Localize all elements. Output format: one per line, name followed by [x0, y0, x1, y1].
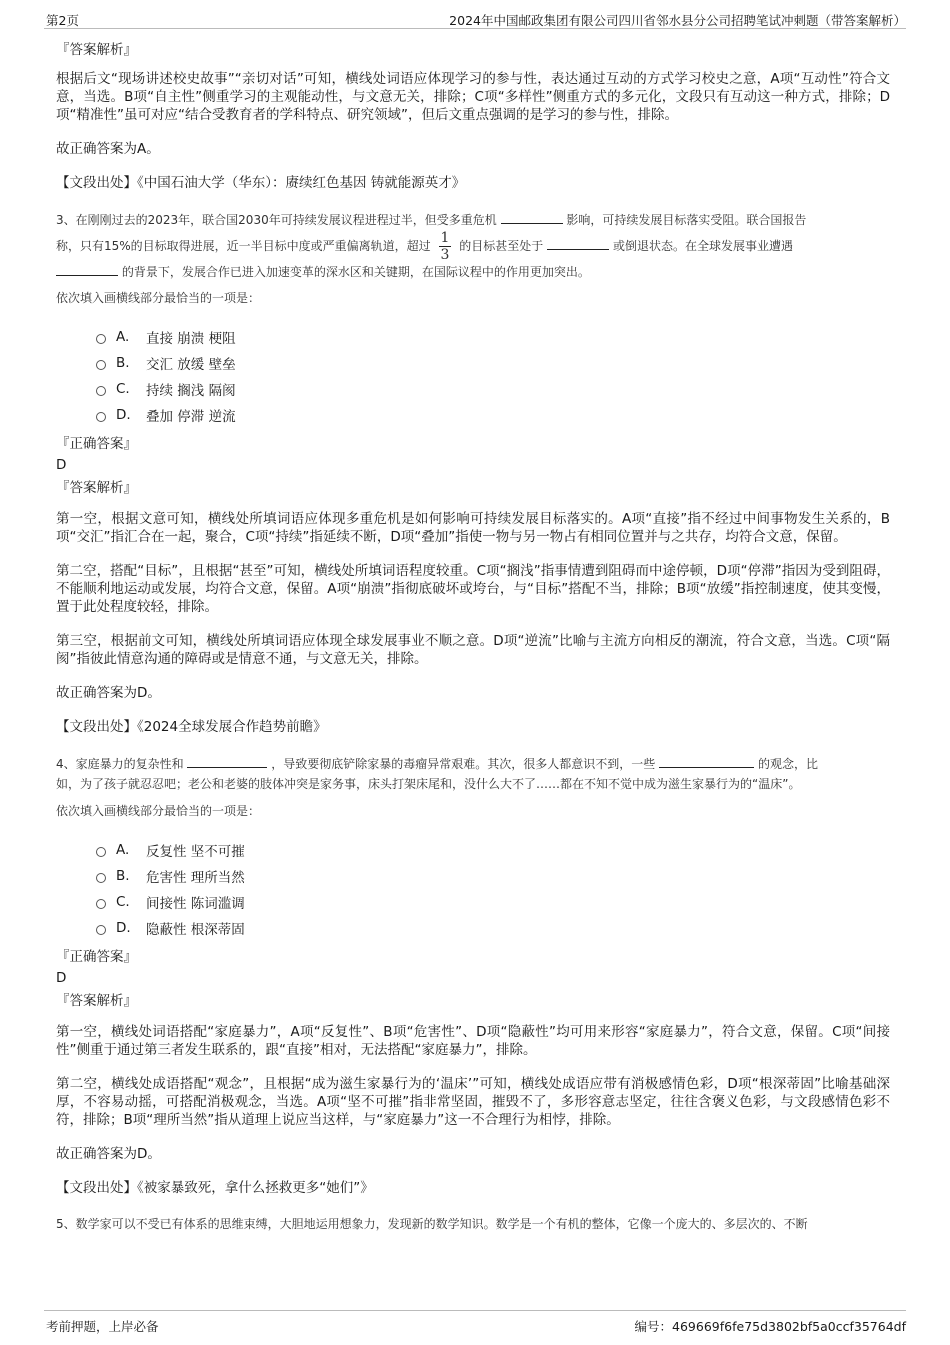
document-id: 编号：469669f6fe75d3802bf5a0ccf35764df: [634, 1319, 906, 1334]
radio-icon[interactable]: [96, 925, 106, 935]
source-citation: 【文段出处】《被家暴致死，拿什么拯救更多“她们”》: [56, 1180, 374, 1196]
analysis-paragraph: 根据后文“现场讲述校史故事”“亲切对话”可知，横线处词语应体现学习的参与性，表达通过互动的方式学习校史之意，A项“互动性”符合文意，当选。B项“自主性”侧重学习的主观能动性，与文意无关，排除；C项“多样性”侧重方式的多元化，文段只有互动这一种方式，排除；D项“精准性”虽可对应“结合受教育者的学科特点、研究领域”，但后文重点强调的是学习的参与性，排除。: [56, 71, 890, 123]
radio-icon[interactable]: [96, 873, 106, 883]
page-footer: [44, 1310, 906, 1339]
radio-icon[interactable]: [96, 386, 106, 396]
question-3: [56, 210, 890, 736]
option-d[interactable]: D. 隐蔽性 根深蒂固: [96, 915, 890, 941]
radio-icon[interactable]: [96, 412, 106, 422]
fraction-one-third: $\frac{1}{3}$: [440, 230, 450, 263]
option-a[interactable]: A. 直接 崩溃 梗阻: [96, 324, 890, 350]
radio-icon[interactable]: [96, 360, 106, 370]
question-3-stem-line3: 的背景下，发展合作已进入加速变革的深水区和关键期，在国际议程中的作用更加突出。: [56, 263, 890, 281]
correct-answer: D: [56, 457, 67, 473]
footer-slogan: 考前押题，上岸必备: [46, 1319, 159, 1334]
analysis-paragraph: 第一空，根据文意可知，横线处所填词语应体现多重危机是如何影响可持续发展目标落实的。A项“直接”指不经过中间事物发生关系的，B项“交汇”指汇合在一起，聚合，C项“持续”指延续不断，D项“叠加”指使一物与另一物占有相同位置并与之共存，均符合文意，保留。: [56, 511, 890, 545]
question-4-stem: 4、家庭暴力的复杂性和 ，导致要彻底铲除家暴的毒瘤异常艰难。其次，很多人都意识不到，一些 的观念，比: [56, 757, 818, 771]
fill-prompt: 依次填入画横线部分最恰当的一项是：: [56, 804, 261, 818]
options-list: [96, 837, 890, 941]
analysis-paragraph: 第二空，横线处成语搭配“观念”，且根据“成为滋生家暴行为的‘温床’”可知，横线处成语应带有消极感情色彩，D项“根深蒂固”比喻基础深厚，不容易动摇，可搭配消极观念，当选。A项“坚不可摧”指非常坚固，摧毁不了，多形容意志坚定，往往含褒义色彩，与文段感情色彩不符，排除；B项“理所当然”指从道理上说应当这样，与“家庭暴力”这一不合理行为相悖，排除。: [56, 1076, 890, 1128]
option-d[interactable]: D. 叠加 停滞 逆流: [96, 402, 890, 428]
question-5-stem: 5、数学家可以不受已有体系的思维束缚，大胆地运用想象力，发现新的数学知识。数学是一个有机的整体，它像一个庞大的、多层次的、不断: [56, 1217, 808, 1231]
analysis-label: 『答案解析』: [56, 42, 137, 58]
page-content: [56, 40, 890, 1302]
blank-1: [187, 755, 267, 768]
conclusion: 故正确答案为D。: [56, 685, 161, 701]
correct-answer-label: 『正确答案』: [56, 949, 137, 965]
prev-question-tail: [56, 40, 890, 192]
analysis-paragraph: 第三空，根据前文可知，横线处所填词语应体现全球发展事业不顺之意。D项“逆流”比喻与主流方向相反的潮流，符合文意，当选。C项“隔阂”指彼此情意沟通的障碍或是情意不通，与文意无关，排除。: [56, 633, 890, 667]
option-b[interactable]: B. 危害性 理所当然: [96, 863, 890, 889]
option-c[interactable]: C. 持续 搁浅 隔阂: [96, 376, 890, 402]
option-a[interactable]: A. 反复性 坚不可摧: [96, 837, 890, 863]
analysis-paragraph: 第二空，搭配“目标”，且根据“甚至”可知，横线处所填词语程度较重。C项“搁浅”指事情遭到阻碍而中途停顿，D项“停滞”指因为受到阻碍，不能顺利地运动或发展，均符合文意，保留。A项“崩溃”指彻底破坏或垮台，与“目标”搭配不当，排除；B项“放缓”指控制速度，使其变慢，置于此处程度较轻，排除。: [56, 563, 890, 615]
conclusion: 故正确答案为A。: [56, 141, 160, 157]
option-c[interactable]: C. 间接性 陈词滥调: [96, 889, 890, 915]
blank-2: [547, 237, 609, 250]
document-title: 2024年中国邮政集团有限公司四川省邻水县分公司招聘笔试冲刺题（带答案解析）: [449, 13, 906, 28]
question-4: [56, 754, 890, 1197]
question-4-stem-line2: 如，为了孩子就忍忍吧；老公和老婆的肢体冲突是家务事，床头打架床尾和，没什么大不了……都在不知不觉中成为滋生家暴行为的“温床”。: [56, 777, 801, 791]
question-3-stem: 3、在刚刚过去的2023年，联合国2030年可持续发展议程进程过半，但受多重危机 影响，可持续发展目标落实受阻。联合国报告: [56, 213, 807, 227]
blank-3: [56, 263, 118, 276]
blank-1: [501, 211, 563, 224]
conclusion: 故正确答案为D。: [56, 1146, 161, 1162]
page-number: 第2页: [46, 13, 79, 28]
source-citation: 【文段出处】《2024全球发展合作趋势前瞻》: [56, 719, 327, 735]
source-citation: 【文段出处】《中国石油大学（华东）：赓续红色基因 铸就能源英才》: [56, 175, 466, 191]
options-list: [96, 324, 890, 428]
radio-icon[interactable]: [96, 847, 106, 857]
analysis-paragraph: 第一空，横线处词语搭配“家庭暴力”，A项“反复性”、B项“危害性”、D项“隐蔽性”均可用来形容“家庭暴力”，符合文意，保留。C项“间接性”侧重于通过第三者发生联系的，跟“直接”相对，无法搭配“家庭暴力”，排除。: [56, 1024, 890, 1058]
radio-icon[interactable]: [96, 899, 106, 909]
option-b[interactable]: B. 交汇 放缓 壁垒: [96, 350, 890, 376]
page-header: [44, 8, 906, 29]
question-3-stem-line2: 称，只有15%的目标取得进展，近一半目标中度或严重偏离轨道，超过 $\frac{1}{3}$ 的目标甚至处于 或倒退状态。在全球发展事业遭遇: [56, 230, 793, 263]
blank-2: [659, 755, 754, 768]
correct-answer-label: 『正确答案』: [56, 436, 137, 452]
radio-icon[interactable]: [96, 334, 106, 344]
analysis-label: 『答案解析』: [56, 993, 137, 1009]
fill-prompt: 依次填入画横线部分最恰当的一项是：: [56, 291, 261, 305]
correct-answer: D: [56, 970, 67, 986]
analysis-label: 『答案解析』: [56, 480, 137, 496]
